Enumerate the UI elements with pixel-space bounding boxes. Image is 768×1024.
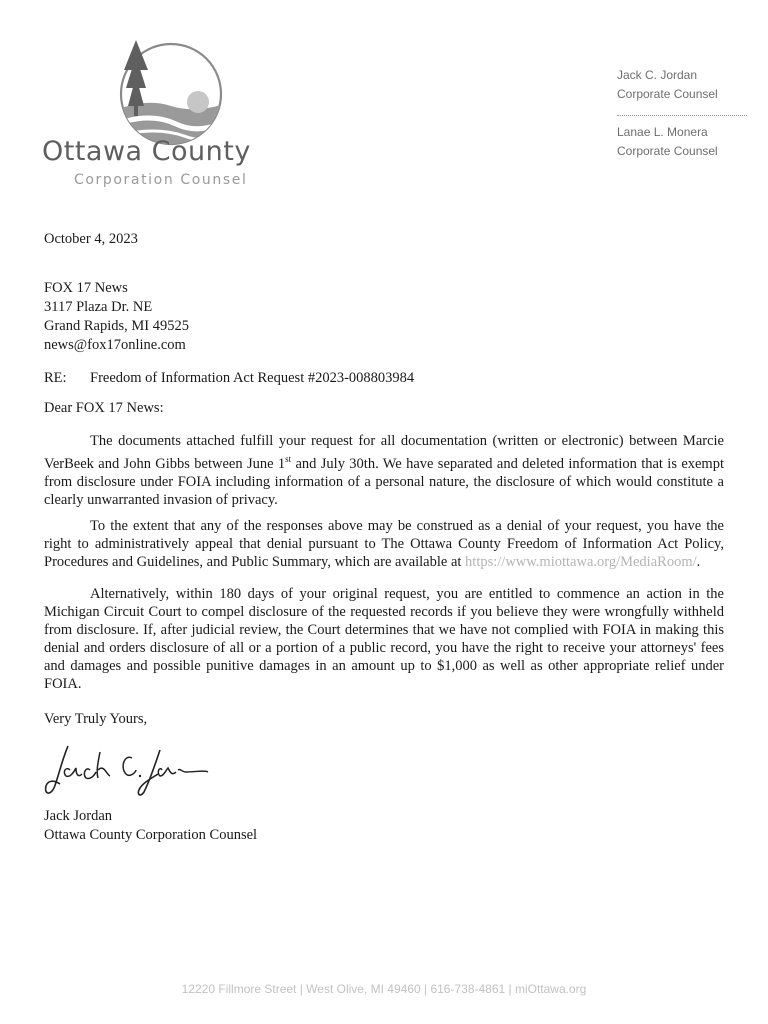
counsel-name: Lanae L. Monera [617, 125, 708, 139]
media-room-link[interactable]: https://www.miottawa.org/MediaRoom/ [465, 554, 697, 570]
p2-text-b: . [696, 554, 701, 570]
org-name: Ottawa County [42, 136, 251, 167]
recipient-street: 3117 Plaza Dr. NE [44, 299, 153, 315]
counsel-title: Corporate Counsel [617, 87, 718, 101]
paragraph-1 [44, 432, 724, 509]
counsel-block-jordan [617, 66, 757, 104]
signer-title: Ottawa County Corporation Counsel [44, 827, 258, 843]
counsel-divider [617, 115, 747, 116]
recipient-city: Grand Rapids, MI 49525 [44, 318, 189, 334]
re-subject: Freedom of Information Act Request #2023-008803984 [90, 370, 415, 386]
salutation: Dear FOX 17 News: [44, 400, 164, 416]
counsel-block-monera [617, 123, 757, 161]
p3-text: Alternatively, within 180 days of your original request, you are entitled to commence an action in the Michigan Circuit Court to compel disclosure of the requested records if you believe they were wrongfully withheld from disclosure. If, after judicial review, the Court determines that we have not complied with FOIA in making this denial and orders disclosure of all or a portion of a public record, you have the right to receive your attorneys' fees and damages and possible punitive damages in an amount up to $1,000 as well as other appropriate relief under FOIA. [44, 586, 724, 692]
signer-name: Jack Jordan [44, 808, 113, 824]
paragraph-2 [44, 517, 724, 571]
closing: Very Truly Yours, [44, 711, 148, 727]
p1-text-b: and July 30th. We have separated and deleted information that is exempt from disclosure under FOIA including information of a personal nature, the disclosure of which would constitute a clearly unwarranted invasion of privacy. [44, 455, 724, 508]
re-label: RE: [44, 370, 67, 386]
p1-text-a: The documents attached fulfill your request for all documentation (written or electronic) between Marcie VerBeek and John Gibbs between June 1 [44, 433, 724, 472]
recipient-address [44, 279, 189, 355]
recipient-email: news@fox17online.com [44, 337, 186, 353]
letter-date: October 4, 2023 [44, 231, 138, 247]
counsel-title: Corporate Counsel [617, 144, 718, 158]
p1-sup: st [285, 454, 292, 464]
footer-address: 12220 Fillmore Street | West Olive, MI 49460 | 616-738-4861 | miOttawa.org [181, 982, 587, 996]
recipient-name: FOX 17 News [44, 280, 128, 296]
handwritten-signature [40, 740, 210, 800]
org-subtitle: Corporation Counsel [74, 172, 248, 188]
counsel-name: Jack C. Jordan [617, 68, 698, 82]
p2-text-a: To the extent that any of the responses above may be construed as a denial of your request, you have the right to administratively appeal that denial pursuant to The Ottawa County Freedom of Information Act Policy, Procedures and Guidelines, and Public Summary, which are available at [44, 518, 724, 570]
paragraph-3 [44, 585, 724, 693]
